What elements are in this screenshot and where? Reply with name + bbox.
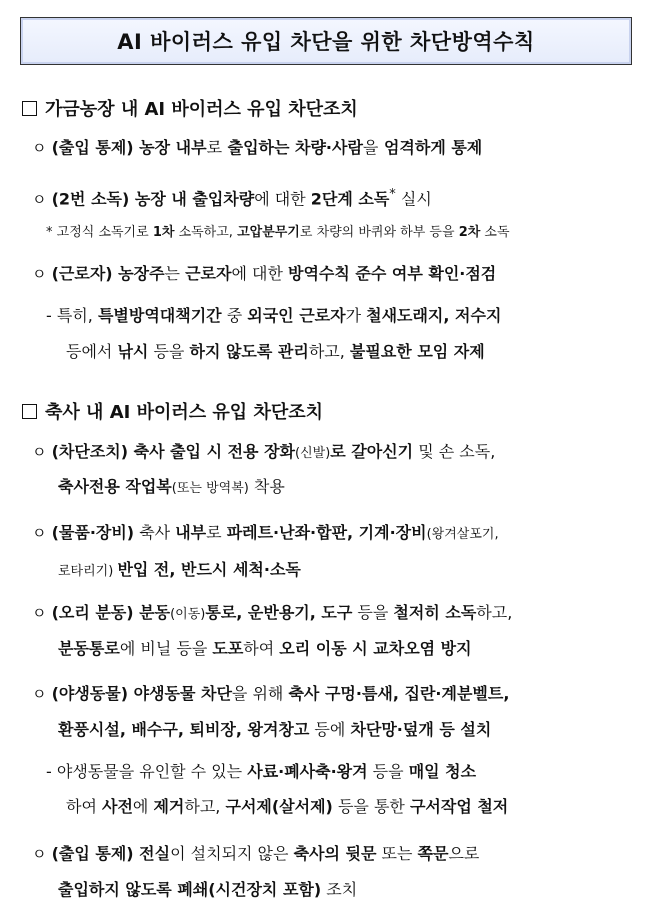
bullet: ㅇ [32,604,47,622]
text-segment: 외국인 근로자 [247,306,346,325]
text-segment: 축사전용 작업복 [58,477,172,496]
text-segment: 을 [362,138,379,157]
footnote-mark: * [389,187,396,202]
text-segment: 소독하고, [174,225,238,240]
bullet: ㅇ [32,190,47,209]
text-segment: 철저히 소독 [393,603,477,622]
text-segment: 이 설치되지 않은 [170,844,294,863]
footnote [46,226,510,239]
text-segment: 하여 [66,797,102,816]
text-segment: 도포 [212,639,244,658]
text-segment: 2차 [458,225,481,240]
dash: - [46,762,52,781]
text-segment: 특별방역대책기간 [97,306,222,325]
bullet: ㅇ [32,139,47,157]
text-segment: 에 대한 [254,189,311,209]
text-segment: 로타리기) [58,564,118,579]
text-segment: 실시 [395,189,432,209]
text-segment: 차단망·덮개 등 설치 [350,720,492,739]
bullet: ㅇ [32,524,47,542]
text-segment: (이동) [170,607,206,622]
text-segment: 사료·폐사축·왕겨 [247,762,368,781]
text-segment: (야생동물) 야생동물 차단 [51,684,232,703]
sub-item-continuation [66,799,508,815]
text-segment: 불필요한 모임 자제 [349,342,485,361]
list-item [32,846,479,862]
text-segment: 매일 청소 [408,762,477,781]
text-segment: 통로, 운반용기, 도구 [205,603,353,622]
text-segment: 및 손 소독, [413,442,496,461]
text-segment: (신발) [295,446,331,461]
text-segment: 축사 구멍·틈새, 집란·계분벨트, [288,684,510,703]
bullet: ㅇ [32,845,47,863]
text-segment: 철새도래지, 저수지 [366,306,502,325]
text-segment: (2번 소독) 농장 내 출입차량 [51,189,255,209]
list-item [32,266,496,282]
dash: - [46,306,52,325]
text-segment: 등에 [309,720,351,739]
text-segment: (차단조치) 축사 출입 시 전용 장화 [51,442,295,461]
list-item [32,444,495,460]
text-segment: 하고, [476,603,513,622]
list-item [32,686,509,702]
text-segment: 1차 [152,225,175,240]
section-heading-1 [22,95,358,121]
text-segment: 고압분무기 [237,225,300,240]
text-segment: 착용 [248,477,285,496]
text-segment: 조치 [321,880,358,899]
text-segment: 파레트·난좌·합판, 기계·장비 [226,523,427,542]
text-segment: (출입 통제) 전실 [51,844,171,863]
text-segment: 으로 [448,844,480,863]
text-segment: 내부 [175,523,207,542]
text-segment: 축사 [134,523,176,542]
text-segment: 사전 [102,797,133,816]
text-segment: 가 [345,306,367,325]
text-segment: 로 차량의 바퀴와 하부 등을 [299,225,459,240]
text-segment: 출입하지 않도록 폐쇄(시건장치 포함) [58,880,322,899]
text-segment: 하여 [243,639,280,658]
text-segment: 하고, [184,797,226,816]
text-segment: 반입 전, 반드시 세척·소독 [117,560,301,579]
text-segment: 하지 않도록 관리 [189,342,309,361]
title-box [20,17,632,65]
text-segment: 등을 [367,762,409,781]
text-segment: (물품·장비) [51,523,135,542]
bullet: ㅇ [32,685,47,703]
list-item-continuation [58,479,285,495]
text-segment: (출입 통제) 농장 내부 [51,138,207,157]
section-heading-text: 축사 내 AI 바이러스 유입 차단조치 [45,402,324,423]
text-segment: 제거 [153,797,185,816]
text-segment: 로 [206,523,227,542]
text-segment: 에 [132,797,154,816]
list-item [32,188,432,207]
text-segment: 구서작업 철저 [409,797,509,816]
list-item [32,140,482,156]
list-item [32,605,512,621]
text-segment: (근로자) 농장주 [51,264,165,283]
text-segment: 고정식 소독기 [52,225,137,240]
text-segment: 하고, [308,342,350,361]
list-item-continuation [58,882,357,898]
section-heading-text: 가금농장 내 AI 바이러스 유입 차단조치 [45,99,358,120]
list-item-continuation [58,722,491,738]
page-title: AI 바이러스 유입 차단을 위한 차단방역수칙 [117,30,535,54]
text-segment: 분동통로 [58,639,120,658]
section-heading-2 [22,398,323,424]
text-segment: 등에서 [66,342,118,361]
text-segment: (왕겨살포기, [426,527,499,542]
text-segment: 중 [221,306,248,325]
text-segment: 낚시 [117,342,149,361]
text-segment: (오리 분동) 분동 [51,603,171,622]
text-segment: 에 비닐 등을 [119,639,213,658]
bullet: ㅇ [32,265,47,283]
checkbox-square-icon [22,404,37,419]
text-segment: (또는 방역복) [171,481,249,496]
text-segment: 또는 [376,844,418,863]
list-item [32,525,499,541]
text-segment: 는 [164,264,186,283]
text-segment: 등을 [352,603,394,622]
list-item-continuation [58,641,472,657]
sub-item [46,764,476,780]
text-segment: 엄격하게 통제 [378,138,483,157]
text-segment: 소독 [480,225,510,240]
checkbox-square-icon [22,101,37,116]
text-segment: 에 대한 [231,264,288,283]
text-segment: 특히, [51,306,98,325]
sub-item-continuation [66,344,485,360]
sub-item [46,308,501,324]
text-segment: 로 갈아신기 [330,442,414,461]
footnote-mark: * [46,225,53,240]
text-segment: 을 위해 [231,684,289,703]
text-segment: 로 [136,225,153,240]
bullet: ㅇ [32,443,47,461]
text-segment: 구서제(살서제) [225,797,333,816]
text-segment: 등을 통한 [332,797,410,816]
text-segment: 야생동물을 유인할 수 있는 [51,762,248,781]
text-segment: 등을 [148,342,190,361]
text-segment: 축사의 뒷문 [293,844,377,863]
text-segment: 근로자 [185,264,232,283]
text-segment: 로 [206,138,223,157]
list-item-continuation [58,562,301,578]
text-segment: 2단계 소독 [310,189,390,209]
text-segment: 환풍시설, 배수구, 퇴비장, 왕겨창고 [58,720,310,739]
text-segment: 방역수칙 준수 여부 확인·점검 [288,264,497,283]
text-segment: 쪽문 [417,844,449,863]
text-segment: 오리 이동 시 교차오염 방지 [279,639,472,658]
text-segment: 출입하는 차량·사람 [222,138,363,157]
